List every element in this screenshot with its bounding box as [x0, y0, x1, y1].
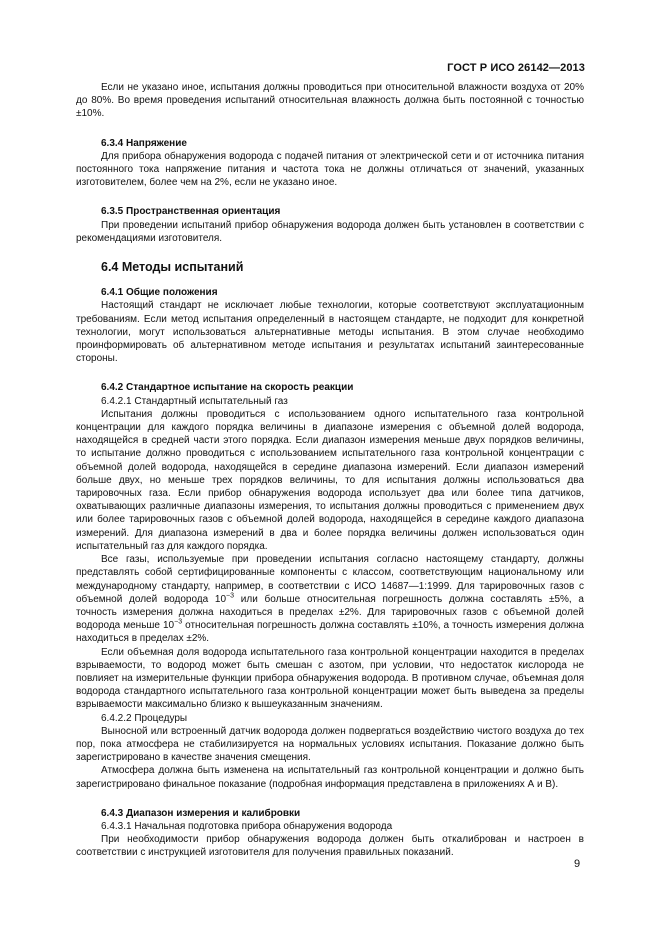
- text-segment: относительная погрешность должна составлять ±10%, а точность измерения должна находиться в пределах ±2%.: [76, 620, 584, 645]
- heading-6-4: 6.4 Методы испытаний: [101, 260, 244, 275]
- paragraph-procedure-air: Выносной или встроенный датчик водорода должен подвергаться воздействию чистого воздуха до тех пор, пока атмосфера не стабилизируется на нормальных условиях испытания. Показание должно быть зарегистрировано в качестве значения смещения.: [76, 725, 584, 764]
- page-content: [76, 81, 584, 860]
- paragraph-humidity: Если не указано иное, испытания должны проводиться при относительной влажности воздуха от 20% до 80%. Во время проведения испытаний относительная влажность должна быть постоянной с точностью ±10%.: [76, 82, 584, 120]
- exponent: −3: [226, 592, 235, 600]
- paragraph-general: Настоящий стандарт не исключает любые технологии, которые соответствуют эксплуатационным требованиям. Если метод испытания определенный в настоящем стандарте, не подходит для конкретной технологии, могут использоваться альтернативные методы испытания. В этом случае необходимо проинформировать об альтернативном методе испытания и результатах испытаний заинтересованные стороны.: [76, 300, 584, 365]
- paragraph-calibration: При необходимости прибор обнаружения водорода должен быть откалиброван и настроен в соответствии с инструкцией изготовителя для получения правильных показаний.: [76, 834, 584, 859]
- paragraph-orientation: При проведении испытаний прибор обнаружения водорода должен быть установлен в соответствии с рекомендациями изготовителя.: [76, 219, 584, 244]
- heading-6-3-5: 6.3.5 Пространственная ориентация: [101, 206, 281, 218]
- paragraph-certified-gases: [76, 553, 584, 645]
- page-number: 9: [574, 858, 581, 870]
- document-code-header: ГОСТ Р ИСО 26142—2013: [447, 62, 585, 74]
- heading-6-4-2: 6.4.2 Стандартное испытание на скорость реакции: [101, 382, 354, 394]
- heading-6-4-2-1: 6.4.2.1 Стандартный испытательный газ: [101, 395, 288, 407]
- paragraph-procedure-gas: Атмосфера должна быть изменена на испытательный газ контрольной концентрации и должно быть зарегистрировано финальное показание (подробная информация представлена в приложениях А и В).: [76, 765, 584, 790]
- paragraph-test-gas: Испытания должны проводиться с использованием одного испытательного газа контрольной концентрации для каждого порядка величины в диапазоне измерения с объемной долей водорода, находящейся в средней части этого порядка. Если диапазон измерения меньше двух порядков величины, то испытание должно проводиться с использованием испытательного газа контрольной концентрации с объемной долей водорода, находящейся в середине диапазона измерений. Если диапазон измерений больше двух, но меньше трех порядков величины, то для испытания должны использоваться два тарировочных газа. Если прибор обнаружения водорода использует два или более типа датчиков, охватывающих различные диапазоны измерения, то испытания должны проводиться с применением двух или более тарировочных газов с объемной долей водорода, находящейся в середине каждого диапазона измерений. Для диапазона измерений в два и более порядка величины должен использоваться один испытательный газ для каждого порядка.: [76, 408, 584, 552]
- heading-6-4-3-1: 6.4.3.1 Начальная подготовка прибора обнаружения водорода: [101, 820, 393, 832]
- paragraph-voltage: Для прибора обнаружения водорода с подачей питания от электрической сети и от источника питания постоянного тока напряжение питания и частота тока не должны отличаться от значений, указанных изготовителем, более чем на 2%, если не указано иное.: [76, 150, 584, 189]
- exponent: −3: [174, 618, 183, 626]
- paragraph-explosive-limits: Если объемная доля водорода испытательного газа контрольной концентрации находится в пределах взрываемости, то водород может быть смешан с азотом, при условии, что недостаток кислорода не повлияет на измерительные функции прибора обнаружения водорода. В противном случае, объемная доля водорода стандартного испытательного газа контрольной концентрации может быть выведена за пределы взрываемости максимально близко к вышеуказанным значениям.: [76, 646, 584, 711]
- heading-6-3-4: 6.3.4 Напряжение: [101, 137, 187, 149]
- text-segment: Все газы, используемые при проведении испытания согласно настоящему стандарту, должны представлять собой сертифицированные компоненты с классом, соответствующим национальному или международному стандарту, например, в соответствии с ИСО 14687—1:1999. Для тарировочных газов с объемной долей водорода 10: [76, 554, 584, 605]
- heading-6-4-1: 6.4.1 Общие положения: [101, 287, 218, 299]
- text-segment: или больше относительная погрешность должна составлять ±5%, а точность измерения должна находиться в пределах ±2%. Для тарировочных газов с объемной долей водорода меньше 10: [76, 593, 584, 632]
- heading-6-4-3: 6.4.3 Диапазон измерения и калибровки: [101, 807, 301, 819]
- heading-6-4-2-2: 6.4.2.2 Процедуры: [101, 712, 188, 724]
